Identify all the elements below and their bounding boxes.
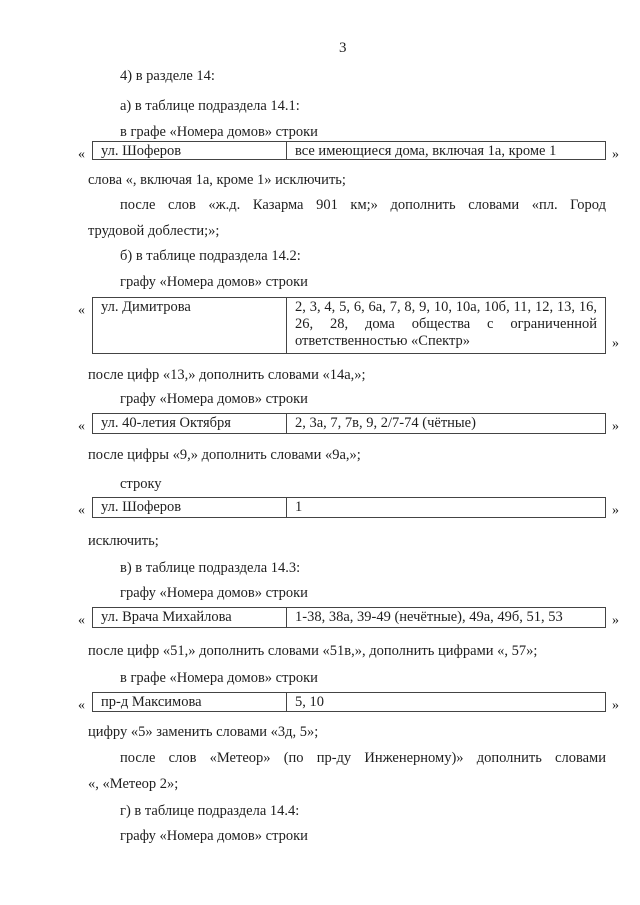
table-row xyxy=(92,297,606,354)
open-quote: « xyxy=(78,698,85,713)
close-quote: » xyxy=(612,613,619,628)
paragraph-instruction: графу «Номера домов» строки xyxy=(120,585,308,601)
close-quote: » xyxy=(612,503,619,518)
paragraph-text: после цифр «51,» дополнить словами «51в,», дополнить цифрами «, 57»; xyxy=(88,643,538,659)
paragraph-subsection-14-1: а) в таблице подраздела 14.1: xyxy=(120,98,300,114)
paragraph-subsection-14-4: г) в таблице подраздела 14.4: xyxy=(120,803,300,819)
paragraph-instruction: графу «Номера домов» строки xyxy=(120,274,308,290)
paragraph-section-14: 4) в разделе 14: xyxy=(120,68,215,84)
paragraph-subsection-14-3: в) в таблице подраздела 14.3: xyxy=(120,560,301,576)
table-cell-street: ул. Димитрова xyxy=(93,298,287,353)
close-quote: » xyxy=(612,147,619,162)
close-quote: » xyxy=(612,698,619,713)
table-cell-houses: 1-38, 38а, 39-49 (нечётные), 49а, 49б, 51, 53 xyxy=(295,609,563,625)
page-number: 3 xyxy=(339,40,347,56)
table-row xyxy=(92,607,606,628)
table-row xyxy=(92,141,606,160)
close-quote: » xyxy=(612,419,619,434)
paragraph-instruction: графу «Номера домов» строки xyxy=(120,391,308,407)
table-cell-street: ул. Шоферов xyxy=(93,498,287,517)
table-cell-street: пр-д Максимова xyxy=(93,693,287,711)
open-quote: « xyxy=(78,147,85,162)
open-quote: « xyxy=(78,419,85,434)
paragraph-text: «, «Метеор 2»; xyxy=(88,776,179,792)
paragraph-text: после слов «Метеор» (по пр-ду Инженерному)» дополнить словами xyxy=(120,750,606,766)
table-cell-street: ул. 40-летия Октября xyxy=(93,414,287,433)
close-quote: » xyxy=(612,336,619,351)
table-cell-houses: 2, 3а, 7, 7в, 9, 2/7-74 (чётные) xyxy=(295,415,476,431)
table-row xyxy=(92,692,606,712)
paragraph-instruction: строку xyxy=(120,476,162,492)
paragraph-text: исключить; xyxy=(88,533,159,549)
open-quote: « xyxy=(78,613,85,628)
open-quote: « xyxy=(78,303,85,318)
table-cell-houses: 2, 3, 4, 5, 6, 6а, 7, 8, 9, 10, 10а, 10б, 11, 12, 13, 16, 26, 28, дома общества с ограниченной ответственностью «Спектр» xyxy=(295,299,597,349)
open-quote: « xyxy=(78,503,85,518)
paragraph-text: цифру «5» заменить словами «3д, 5»; xyxy=(88,724,319,740)
paragraph-text: после цифр «13,» дополнить словами «14а,»; xyxy=(88,367,366,383)
paragraph-subsection-14-2: б) в таблице подраздела 14.2: xyxy=(120,248,301,264)
paragraph-text: слова «, включая 1а, кроме 1» исключить; xyxy=(88,172,346,188)
table-cell-street: ул. Врача Михайлова xyxy=(93,608,287,627)
paragraph-text: после слов «ж.д. Казарма 901 км;» дополнить словами «пл. Город xyxy=(120,197,606,213)
table-cell-houses: 5, 10 xyxy=(295,694,324,710)
paragraph-text: трудовой доблести;»; xyxy=(88,223,220,239)
table-row xyxy=(92,497,606,518)
table-row xyxy=(92,413,606,434)
paragraph-text: после цифры «9,» дополнить словами «9а,»; xyxy=(88,447,361,463)
table-cell-houses: 1 xyxy=(295,499,303,515)
table-cell-street: ул. Шоферов xyxy=(93,142,287,159)
paragraph-instruction: в графе «Номера домов» строки xyxy=(120,124,318,140)
paragraph-instruction: графу «Номера домов» строки xyxy=(120,828,308,844)
paragraph-instruction: в графе «Номера домов» строки xyxy=(120,670,318,686)
table-cell-houses: все имеющиеся дома, включая 1а, кроме 1 xyxy=(295,143,557,159)
